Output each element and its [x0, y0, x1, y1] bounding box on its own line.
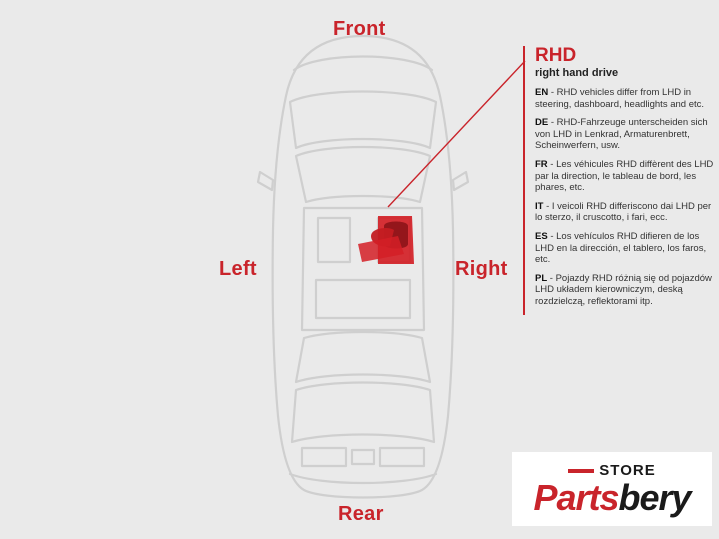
rhd-highlight-region	[358, 216, 414, 264]
callout-subtitle: right hand drive	[535, 67, 619, 79]
direction-label-left: Left	[219, 258, 257, 280]
language-code-pl: PL	[535, 272, 548, 284]
language-code-fr: FR	[535, 158, 548, 170]
description-pl	[535, 273, 715, 308]
logo-dash-icon	[568, 469, 594, 473]
description-text-en: - RHD vehicles differ from LHD in steering, dashboard, headlights and etc.	[535, 87, 705, 110]
description-fr	[535, 159, 715, 194]
language-code-en: EN	[535, 87, 549, 98]
description-de	[535, 117, 715, 152]
description-text-pl: - Pojazdy RHD różnią się od pojazdów LHD układem kierowniczym, deską rozdzielczą, reflektorami itp.	[535, 272, 712, 307]
direction-label-rear: Rear	[338, 503, 384, 525]
logo-store-text: STORE	[599, 462, 656, 479]
language-code-es: ES	[535, 230, 548, 242]
car-top-view-illustration	[238, 30, 488, 500]
description-es	[535, 231, 715, 266]
description-text-fr: - Les véhicules RHD diffèrent des LHD par la direction, le tableau de bord, les phares, etc.	[535, 158, 714, 194]
direction-label-right: Right	[455, 258, 508, 280]
direction-label-front: Front	[333, 18, 386, 40]
description-text-it: - I veicoli RHD differiscono dai LHD per lo sterzo, il cruscotto, i fari, ecc.	[535, 200, 712, 224]
description-text-es: - Los vehículos RHD difieren de los LHD en la dirección, el tablero, los faros, etc.	[535, 230, 707, 266]
rhd-callout-panel	[523, 46, 715, 315]
brand-logo	[512, 452, 712, 526]
description-en	[535, 87, 715, 110]
logo-brand-text	[533, 477, 691, 518]
logo-brand-second: bery	[618, 477, 691, 518]
language-code-it: IT	[535, 200, 544, 212]
description-it	[535, 201, 715, 224]
language-code-de: DE	[535, 117, 549, 129]
description-text-de: - RHD-Fahrzeuge unterscheiden sich von LHD in Lenkrad, Armaturenbrett, Scheinwerfern, usw.	[535, 117, 708, 152]
callout-title: RHD	[535, 45, 577, 66]
logo-brand-first: Parts	[533, 477, 619, 518]
